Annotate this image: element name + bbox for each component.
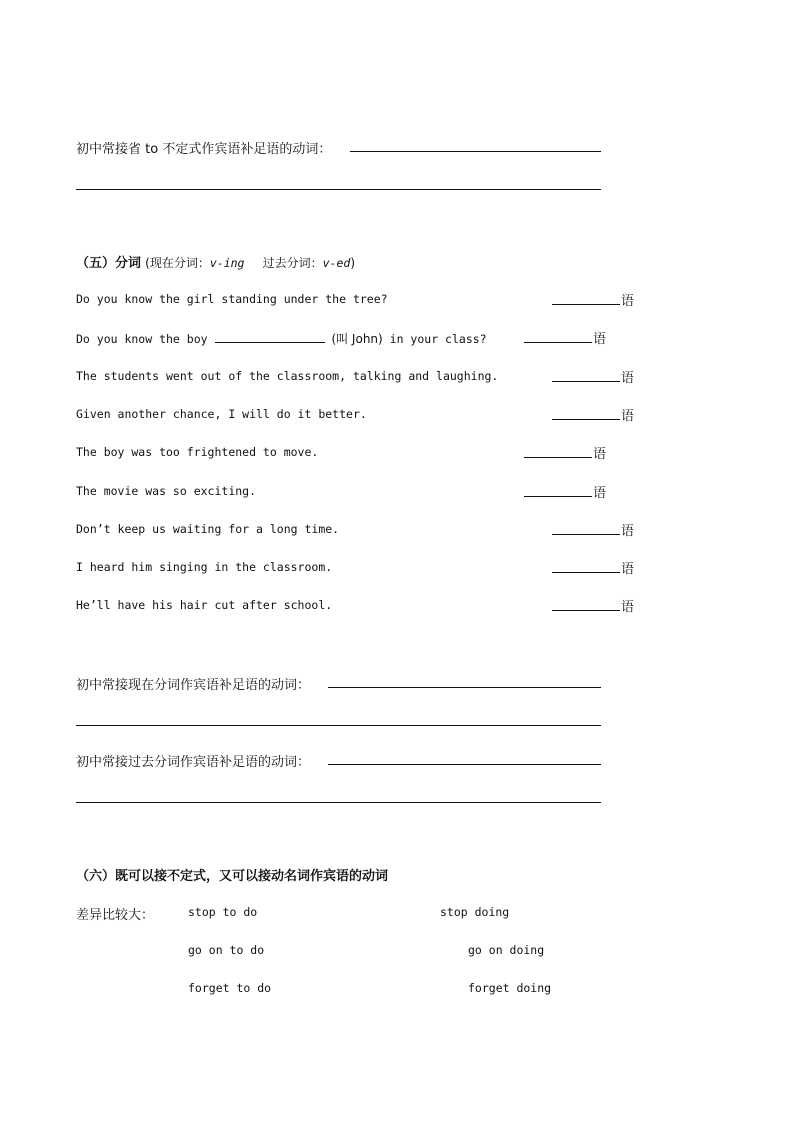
sentence-5: The boy was too frightened to move. bbox=[76, 445, 319, 459]
present-participle-label: 初中常接现在分词作宾语补足语的动词： bbox=[76, 678, 311, 693]
pair-left-3: forget to do bbox=[188, 981, 272, 995]
past-participle-label: 过去分词： bbox=[262, 256, 323, 270]
pair-right-1: stop doing bbox=[440, 905, 510, 919]
section6-heading: （六）既可以接不定式，又可以接动名词作宾语的动词 bbox=[76, 869, 389, 884]
sentence-7: Don’t keep us waiting for a long time. bbox=[76, 522, 340, 536]
intro-label: 初中常接省 to 不定式作宾语补足语的动词： bbox=[76, 142, 332, 157]
answer-blank-8[interactable]: 语 bbox=[552, 558, 634, 577]
section5-heading-row bbox=[76, 252, 355, 271]
past-participle-form: v-ed bbox=[322, 256, 351, 270]
sentence-8: I heard him singing in the classroom. bbox=[76, 560, 333, 574]
pair-right-3: forget doing bbox=[468, 981, 552, 995]
section5-sub-open: (现在分词： bbox=[145, 256, 210, 270]
section5-sub-close: ) bbox=[350, 256, 356, 270]
answer-blank-7[interactable]: 语 bbox=[552, 520, 634, 539]
answer-blank-3[interactable]: 语 bbox=[552, 367, 634, 386]
answer-line[interactable] bbox=[76, 802, 601, 803]
answer-line[interactable] bbox=[328, 687, 601, 688]
inline-blank[interactable] bbox=[215, 332, 325, 343]
answer-line[interactable] bbox=[350, 151, 601, 152]
answer-line[interactable] bbox=[76, 725, 601, 726]
sentence-1: Do you know the girl standing under the tree? bbox=[76, 292, 388, 306]
sentence-3: The students went out of the classroom, talking and laughing. bbox=[76, 369, 499, 383]
past-participle-verbs-label: 初中常接过去分词作宾语补足语的动词： bbox=[76, 755, 311, 770]
answer-line[interactable] bbox=[328, 764, 601, 765]
pair-left-1: stop to do bbox=[188, 905, 258, 919]
compare-label: 差异比较大： bbox=[76, 908, 155, 923]
answer-line[interactable] bbox=[76, 189, 601, 190]
pair-right-2: go on doing bbox=[468, 943, 545, 957]
sentence-6: The movie was so exciting. bbox=[76, 484, 257, 498]
answer-blank-6[interactable]: 语 bbox=[524, 482, 606, 501]
answer-blank-4[interactable]: 语 bbox=[552, 405, 634, 424]
sentence-4: Given another chance, I will do it better. bbox=[76, 407, 367, 421]
sentence-9: He’ll have his hair cut after school. bbox=[76, 598, 333, 612]
pair-left-2: go on to do bbox=[188, 943, 265, 957]
answer-blank-9[interactable]: 语 bbox=[552, 596, 634, 615]
answer-blank-5[interactable]: 语 bbox=[524, 443, 606, 462]
answer-blank-2[interactable]: 语 bbox=[524, 328, 606, 347]
sentence-2: Do you know the boy (叫 John) in your class? bbox=[76, 332, 487, 346]
answer-blank-1[interactable]: 语 bbox=[552, 290, 634, 309]
section5-heading: （五）分词 bbox=[76, 256, 142, 271]
present-participle-form: v-ing bbox=[209, 256, 245, 270]
